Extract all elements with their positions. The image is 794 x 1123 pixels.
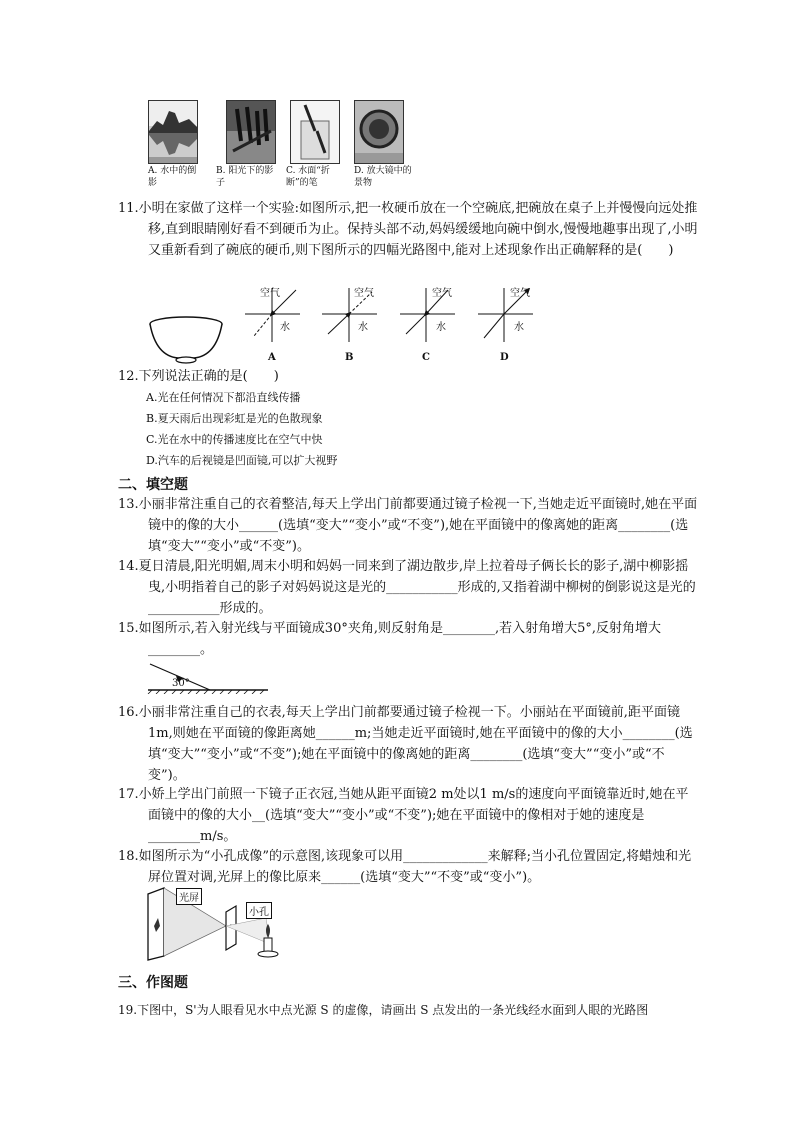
q12-option-a: A.光在任何情况下都沿直线传播	[146, 391, 301, 404]
photo-caption-c: C. 水面“折断”的笔	[286, 166, 330, 188]
q12-option-b: B.夏天雨后出现彩虹是光的色散现象	[146, 412, 323, 425]
diagram-label-a: A	[268, 352, 276, 363]
diagram-a-water: 水	[280, 322, 290, 333]
photo-caption-b: B. 阳光下的影子	[216, 166, 274, 188]
question-14: 14.夏日清晨,阳光明媚,周末小明和妈妈一同来到了湖边散步,岸上拉着母子俩长长的影子,湖中柳影摇曳,小明指着自己的影子对妈妈说这是光的___________形成的,又指着湖中柳树的倒影说这是光的___________形成的。	[118, 559, 696, 616]
shadow-photo-icon	[227, 101, 275, 163]
angle-label: 30°	[172, 678, 190, 689]
screen-label: 光屏	[176, 888, 202, 905]
photo-shadow	[226, 100, 276, 164]
photo-broken-pen	[290, 100, 340, 164]
question-18: 18.如图所示为“小孔成像”的示意图,该现象可以用_____________来解释;当小孔位置固定,将蜡烛和光屏位置对调,光屏上的像比原来______(选填“变大”“不变”或“变小”)。	[118, 849, 692, 885]
question-17: 17.小娇上学出门前照一下镜子正衣冠,当她从距平面镜2 m处以1 m/s的速度向平面镜靠近时,她在平面镜中的像的大小__(选填“变大”“变小”或“不变”);她在平面镜中的像相对于她的速度是________m/s。	[118, 787, 689, 844]
question-13: 13.小丽非常注重自己的衣着整洁,每天上学出门前都要通过镜子检视一下,当她走近平面镜时,她在平面镜中的像的大小______(选填“变大”“变小”或“不变”),她在平面镜中的像离她的距离________(选填“变大”“变小”或“不变”)。	[118, 497, 698, 554]
diagram-b-air: 空气	[354, 288, 374, 299]
reflection-photo-icon	[149, 101, 197, 163]
diagram-c-air: 空气	[432, 288, 452, 299]
pinhole-diagram	[146, 886, 280, 962]
diagram-c-water: 水	[436, 322, 446, 333]
question-12-stem: 12.下列说法正确的是( )	[118, 369, 279, 384]
photo-caption-a: A. 水中的倒影	[148, 166, 197, 188]
diagram-a-air: 空气	[260, 288, 280, 299]
section-drawing: 三、作图题	[118, 975, 188, 991]
section-fill-blank: 二、填空题	[118, 477, 188, 493]
broken-pen-photo-icon	[291, 101, 339, 163]
hole-label: 小孔	[246, 902, 272, 919]
question-16: 16.小丽非常注重自己的衣表,每天上学出门前都要通过镜子检视一下。小丽站在平面镜前,距平面镜1m,则她在平面镜的像距离她______m;当她走近平面镜时,她在平面镜中的像的大小________(选填“变大”“变小”或“不变”);她在平面镜中的像离她的距离________(选填“变大”“变小”或“不变”)。	[118, 705, 693, 783]
diagram-d-water: 水	[514, 322, 524, 333]
diagram-label-c: C	[422, 352, 430, 363]
photo-caption-d: D. 放大镜中的景物	[354, 166, 412, 188]
question-15: 15.如图所示,若入射光线与平面镜成30°夹角,则反射角是________,若入射角增大5°,反射角增大________。	[118, 621, 662, 657]
q12-option-d: D.汽车的后视镜是凹面镜,可以扩大视野	[146, 454, 338, 467]
diagram-label-b: B	[345, 352, 354, 363]
question-19: 19.下图中，S'为人眼看见水中点光源 S 的虚像，请画出 S 点发出的一条光线经水面到人眼的光路图	[118, 1003, 649, 1017]
photo-magnifier	[354, 100, 404, 164]
photo-reflection	[148, 100, 198, 164]
diagram-d-air: 空气	[510, 288, 530, 299]
mirror-angle-diagram	[146, 660, 270, 694]
diagram-label-d: D	[500, 352, 509, 363]
q12-option-c: C.光在水中的传播速度比在空气中快	[146, 433, 323, 446]
bowl-icon	[146, 316, 226, 366]
diagram-b-water: 水	[358, 322, 368, 333]
question-11: 11.小明在家做了这样一个实验:如图所示,把一枚硬币放在一个空碗底,把碗放在桌子上并慢慢向远处推移,直到眼睛刚好看不到硬币为止。保持头部不动,妈妈缓缓地向碗中倒水,慢慢地趣事出现了,小明又重新看到了碗底的硬币,则下图所示的四幅光路图中,能对上述现象作出正确解释的是( )	[118, 201, 698, 258]
magnifier-photo-icon	[355, 101, 403, 163]
